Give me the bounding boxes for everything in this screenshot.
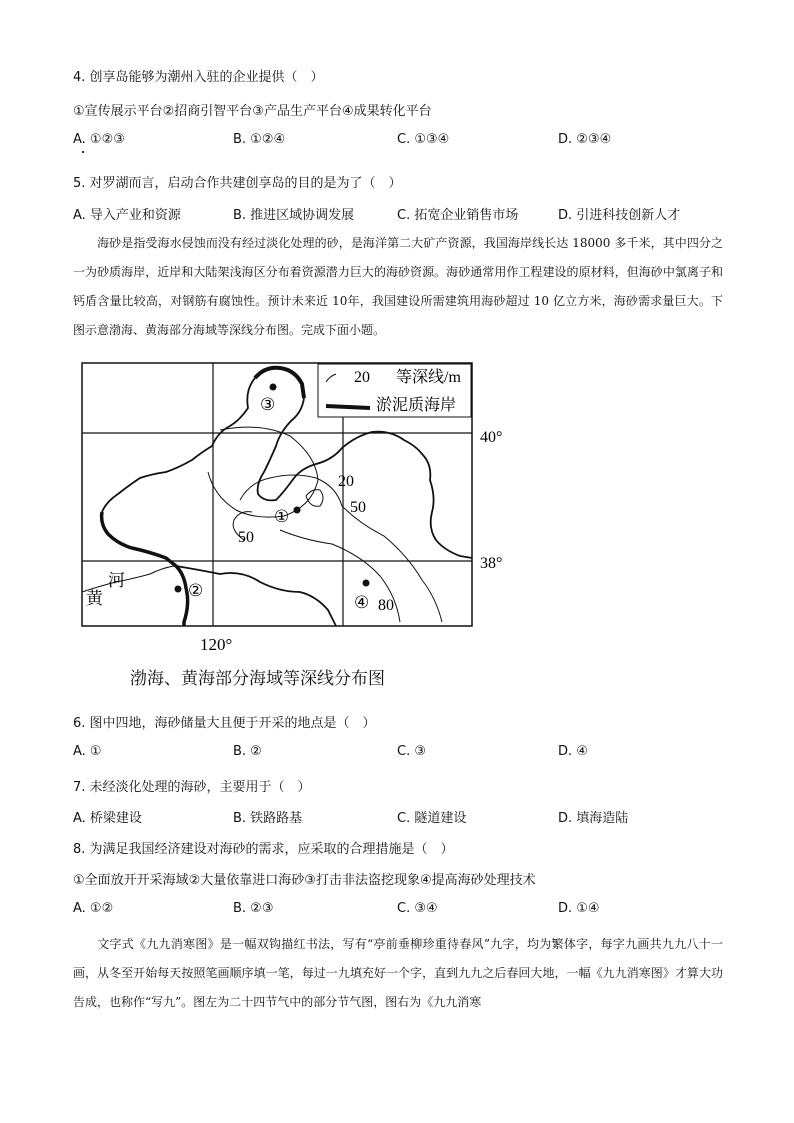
- legend-contour-label: 等深线/m: [396, 369, 461, 386]
- longitude-120-label: 120°: [200, 635, 233, 654]
- q8-stem: 8. 为满足我国经济建设对海砂的需求，应采取的合理措施是（ ）: [73, 842, 454, 857]
- q4-option-b: B. ①②④: [233, 132, 286, 147]
- q7-option-d: D. 填海造陆: [558, 811, 629, 826]
- legend-coast-label: 淤泥质海岸: [376, 397, 457, 414]
- q8-option-a: A. ①②: [73, 901, 114, 916]
- q4-option-d: D. ②③④: [558, 132, 612, 147]
- q5-option-d: D. 引进科技创新人才: [558, 208, 681, 223]
- q8-option-b: B. ②③: [233, 901, 274, 916]
- q7-option-b: B. 铁路路基: [233, 811, 303, 826]
- q8-items: ①全面放开开采海域②大量依靠进口海砂③打击非法盗挖现象④提高海砂处理技术: [73, 873, 536, 888]
- site-2-label: ②: [188, 581, 204, 600]
- latitude-38-label: 38°: [480, 555, 503, 572]
- depth-contour-map: [80, 360, 503, 660]
- q5-option-a: A. 导入产业和资源: [73, 208, 181, 223]
- legend-contour-value: 20: [354, 369, 370, 386]
- site-1-label: ①: [274, 507, 290, 526]
- sea-sand-passage: [73, 229, 723, 345]
- q6-option-c: C. ③: [397, 744, 426, 759]
- stray-dot: [82, 151, 84, 153]
- q7-option-c: C. 隧道建设: [397, 811, 467, 826]
- river-label-he: 河: [108, 571, 125, 590]
- q5-stem: 5. 对罗湖而言，启动合作共建创享岛的目的是为了（ ）: [73, 176, 402, 191]
- q4-option-a: A. ①②③: [73, 132, 125, 147]
- q4-items: ①宣传展示平台②招商引智平台③产品生产平台④成果转化平台: [73, 104, 432, 119]
- latitude-40-label: 40°: [480, 429, 503, 446]
- depth-label-50-west: 50: [238, 529, 254, 546]
- q8-option-d: D. ①④: [558, 901, 600, 916]
- nine-nine-passage: [73, 930, 723, 1017]
- nine-nine-passage-text: 文字式《九九消寒图》是一幅双钩描红书法，写有“亭前垂柳珍重待春风”九字，均为繁体字，每字九画共九九八十一画，从冬至开始每天按照笔画顺序填一笔，每过一九填充好一个字，直到九九之后春回大地，一幅《九九消寒图》才算大功告成，也称作“写九”。图左为二十四节气中的部分节气图，图右为《九九消寒: [73, 937, 723, 1009]
- river-label-huang: 黄: [86, 589, 103, 608]
- q7-option-a: A. 桥梁建设: [73, 811, 142, 826]
- depth-label-50-east: 50: [350, 499, 366, 516]
- q4-option-c: C. ①③④: [397, 132, 450, 147]
- depth-label-80: 80: [378, 597, 394, 614]
- q6-option-d: D. ④: [558, 744, 588, 759]
- q5-option-b: B. 推进区域协调发展: [233, 208, 355, 223]
- depth-label-20: 20: [338, 473, 354, 490]
- map-caption: 渤海、黄海部分海域等深线分布图: [130, 669, 385, 689]
- q6-stem: 6. 图中四地，海砂储量大且便于开采的地点是（ ）: [73, 716, 376, 731]
- q6-option-a: A. ①: [73, 744, 102, 759]
- q8-option-c: C. ③④: [397, 901, 438, 916]
- site-3-label: ③: [260, 395, 276, 414]
- q5-option-c: C. 拓宽企业销售市场: [397, 208, 519, 223]
- sea-sand-passage-text: 海砂是指受海水侵蚀而没有经过淡化处理的砂，是海洋第二大矿产资源，我国海岸线长达 18000 多千米，其中四分之一为砂质海岸，近岸和大陆架浅海区分布着资源潜力巨大的海砂资源。海砂通常用作工程建设的原材料，但海砂中氯离子和钙盾含量比较高，对钢筋有腐蚀性。预计未来近 10年，我国建设所需建筑用海砂超过 10 亿立方米，海砂需求量巨大。下图示意渤海、黄海部分海域等深线分布图。完成下面小题。: [73, 236, 723, 337]
- q6-option-b: B. ②: [233, 744, 262, 759]
- site-4-label: ④: [354, 593, 370, 612]
- q7-stem: 7. 未经淡化处理的海砂，主要用于（ ）: [73, 780, 311, 795]
- q4-stem: 4. 创享岛能够为潮州入驻的企业提供（ ）: [73, 70, 324, 85]
